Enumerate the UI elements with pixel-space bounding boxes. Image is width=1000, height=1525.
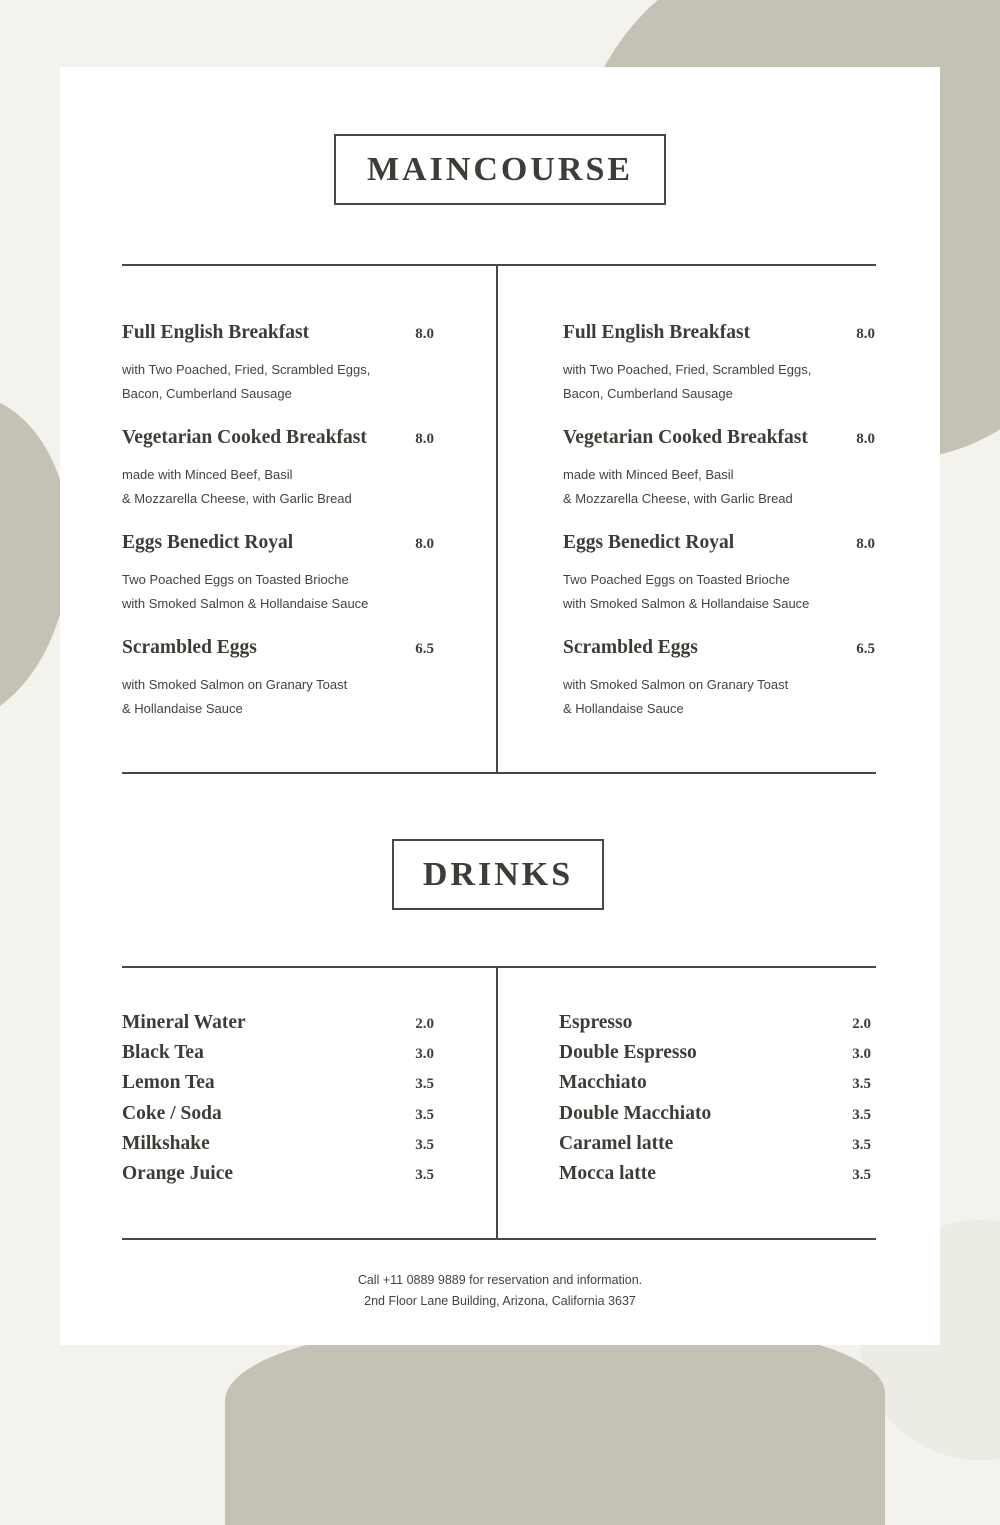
drink-item xyxy=(122,1103,434,1133)
dish-description xyxy=(122,673,382,720)
dish-name: Eggs Benedict Royal xyxy=(563,532,735,553)
drink-price: 3.0 xyxy=(415,1046,434,1063)
dish-description-line: with Two Poached, Fried, Scrambled Eggs, xyxy=(122,362,371,377)
dish-description-line: Bacon, Cumberland Sausage xyxy=(563,385,733,401)
drink-name: Mineral Water xyxy=(122,1012,246,1033)
dish-price: 8.0 xyxy=(415,326,434,342)
drink-name: Caramel latte xyxy=(559,1132,674,1154)
dish-description-line: with Smoked Salmon & Hollandaise Sauce xyxy=(122,595,369,611)
drink-price: 3.5 xyxy=(415,1166,434,1183)
dish-description-line: & Mozzarella Cheese, with Garlic Bread xyxy=(122,490,352,506)
dish-price: 8.0 xyxy=(856,431,875,447)
drink-price: 3.5 xyxy=(852,1106,871,1123)
footer-phone-line: Call +11 0889 9889 for reservation and information. xyxy=(357,1273,643,1287)
dish-description-line: with Smoked Salmon & Hollandaise Sauce xyxy=(563,595,810,611)
decorative-blob-bottom xyxy=(225,1325,885,1525)
drinks-right-list xyxy=(559,1012,871,1193)
drink-item xyxy=(559,1042,871,1072)
maincourse-top-divider xyxy=(122,264,876,266)
drink-item xyxy=(122,1042,434,1072)
dish-description-line: & Hollandaise Sauce xyxy=(563,700,684,716)
dish-description-line: with Two Poached, Fried, Scrambled Eggs, xyxy=(563,362,812,377)
dish-description xyxy=(122,358,382,405)
dish-name: Eggs Benedict Royal xyxy=(122,532,294,553)
drink-item xyxy=(122,1133,434,1163)
dish-name: Scrambled Eggs xyxy=(122,637,257,658)
drink-price: 2.0 xyxy=(852,1016,871,1032)
dish-item xyxy=(122,532,434,615)
dish-name: Full English Breakfast xyxy=(563,322,751,343)
dish-description xyxy=(122,568,382,615)
drinks-center-divider xyxy=(496,967,498,1238)
drink-name: Macchiato xyxy=(559,1072,647,1094)
dish-description-line: made with Minced Beef, Basil xyxy=(563,467,734,482)
drink-price: 3.5 xyxy=(415,1106,434,1123)
drink-price: 3.5 xyxy=(415,1076,434,1093)
dish-description-line: made with Minced Beef, Basil xyxy=(122,467,293,482)
dish-price: 8.0 xyxy=(856,326,875,342)
dish-description-line: Two Poached Eggs on Toasted Brioche xyxy=(563,572,790,587)
drink-name: Coke / Soda xyxy=(122,1102,222,1124)
drinks-left-list xyxy=(122,1012,434,1193)
dish-item xyxy=(563,427,875,510)
dish-price: 6.5 xyxy=(856,641,875,657)
drink-item xyxy=(559,1133,871,1163)
dish-item xyxy=(563,532,875,615)
dish-description xyxy=(563,568,823,615)
dish-name: Vegetarian Cooked Breakfast xyxy=(563,427,808,448)
dish-price: 8.0 xyxy=(415,431,434,447)
drink-name: Double Macchiato xyxy=(559,1102,712,1124)
drink-item xyxy=(122,1072,434,1102)
drinks-top-divider xyxy=(122,966,876,968)
dish-item xyxy=(122,427,434,510)
drink-price: 3.5 xyxy=(852,1166,871,1183)
dish-item xyxy=(563,322,875,405)
drink-item xyxy=(559,1072,871,1102)
drink-price: 3.0 xyxy=(852,1046,871,1063)
dish-description xyxy=(563,673,823,720)
maincourse-center-divider xyxy=(496,265,498,773)
drinks-title: DRINKS xyxy=(392,839,604,910)
dish-price: 8.0 xyxy=(415,536,434,552)
dish-description-line: Two Poached Eggs on Toasted Brioche xyxy=(122,572,349,587)
drink-item xyxy=(122,1163,434,1193)
dish-name: Full English Breakfast xyxy=(122,322,310,343)
dish-item xyxy=(563,637,875,720)
dish-description-line: & Mozzarella Cheese, with Garlic Bread xyxy=(563,490,793,506)
drink-name: Black Tea xyxy=(122,1042,204,1064)
dish-description-line: with Smoked Salmon on Granary Toast xyxy=(122,677,348,692)
dish-description xyxy=(122,463,382,510)
dish-description-line: with Smoked Salmon on Granary Toast xyxy=(563,677,789,692)
maincourse-title: MAINCOURSE xyxy=(334,134,666,205)
drink-name: Mocca latte xyxy=(559,1162,656,1184)
dish-price: 8.0 xyxy=(856,536,875,552)
drink-item xyxy=(559,1103,871,1133)
maincourse-bottom-divider xyxy=(122,772,876,774)
footer-contact xyxy=(60,1270,940,1312)
drink-name: Lemon Tea xyxy=(122,1072,215,1094)
dish-description-line: Bacon, Cumberland Sausage xyxy=(122,385,292,401)
drink-price: 3.5 xyxy=(415,1136,434,1153)
dish-item xyxy=(122,322,434,405)
drink-item xyxy=(559,1163,871,1193)
drink-item xyxy=(122,1012,434,1042)
drink-name: Orange Juice xyxy=(122,1162,234,1184)
dish-item xyxy=(122,637,434,720)
drink-name: Milkshake xyxy=(122,1132,210,1154)
dish-description xyxy=(563,463,823,510)
dish-name: Scrambled Eggs xyxy=(563,637,698,658)
dish-description xyxy=(563,358,823,405)
drink-name: Double Espresso xyxy=(559,1042,697,1064)
drink-price: 3.5 xyxy=(852,1076,871,1093)
drinks-bottom-divider xyxy=(122,1238,876,1240)
dish-price: 6.5 xyxy=(415,641,434,657)
dish-name: Vegetarian Cooked Breakfast xyxy=(122,427,367,448)
menu-card xyxy=(60,67,940,1345)
drink-item xyxy=(559,1012,871,1042)
dish-description-line: & Hollandaise Sauce xyxy=(122,700,243,716)
drink-name: Espresso xyxy=(559,1012,633,1033)
drink-price: 3.5 xyxy=(852,1136,871,1153)
drink-price: 2.0 xyxy=(415,1016,434,1032)
footer-address-line: 2nd Floor Lane Building, Arizona, California 3637 xyxy=(364,1294,636,1308)
